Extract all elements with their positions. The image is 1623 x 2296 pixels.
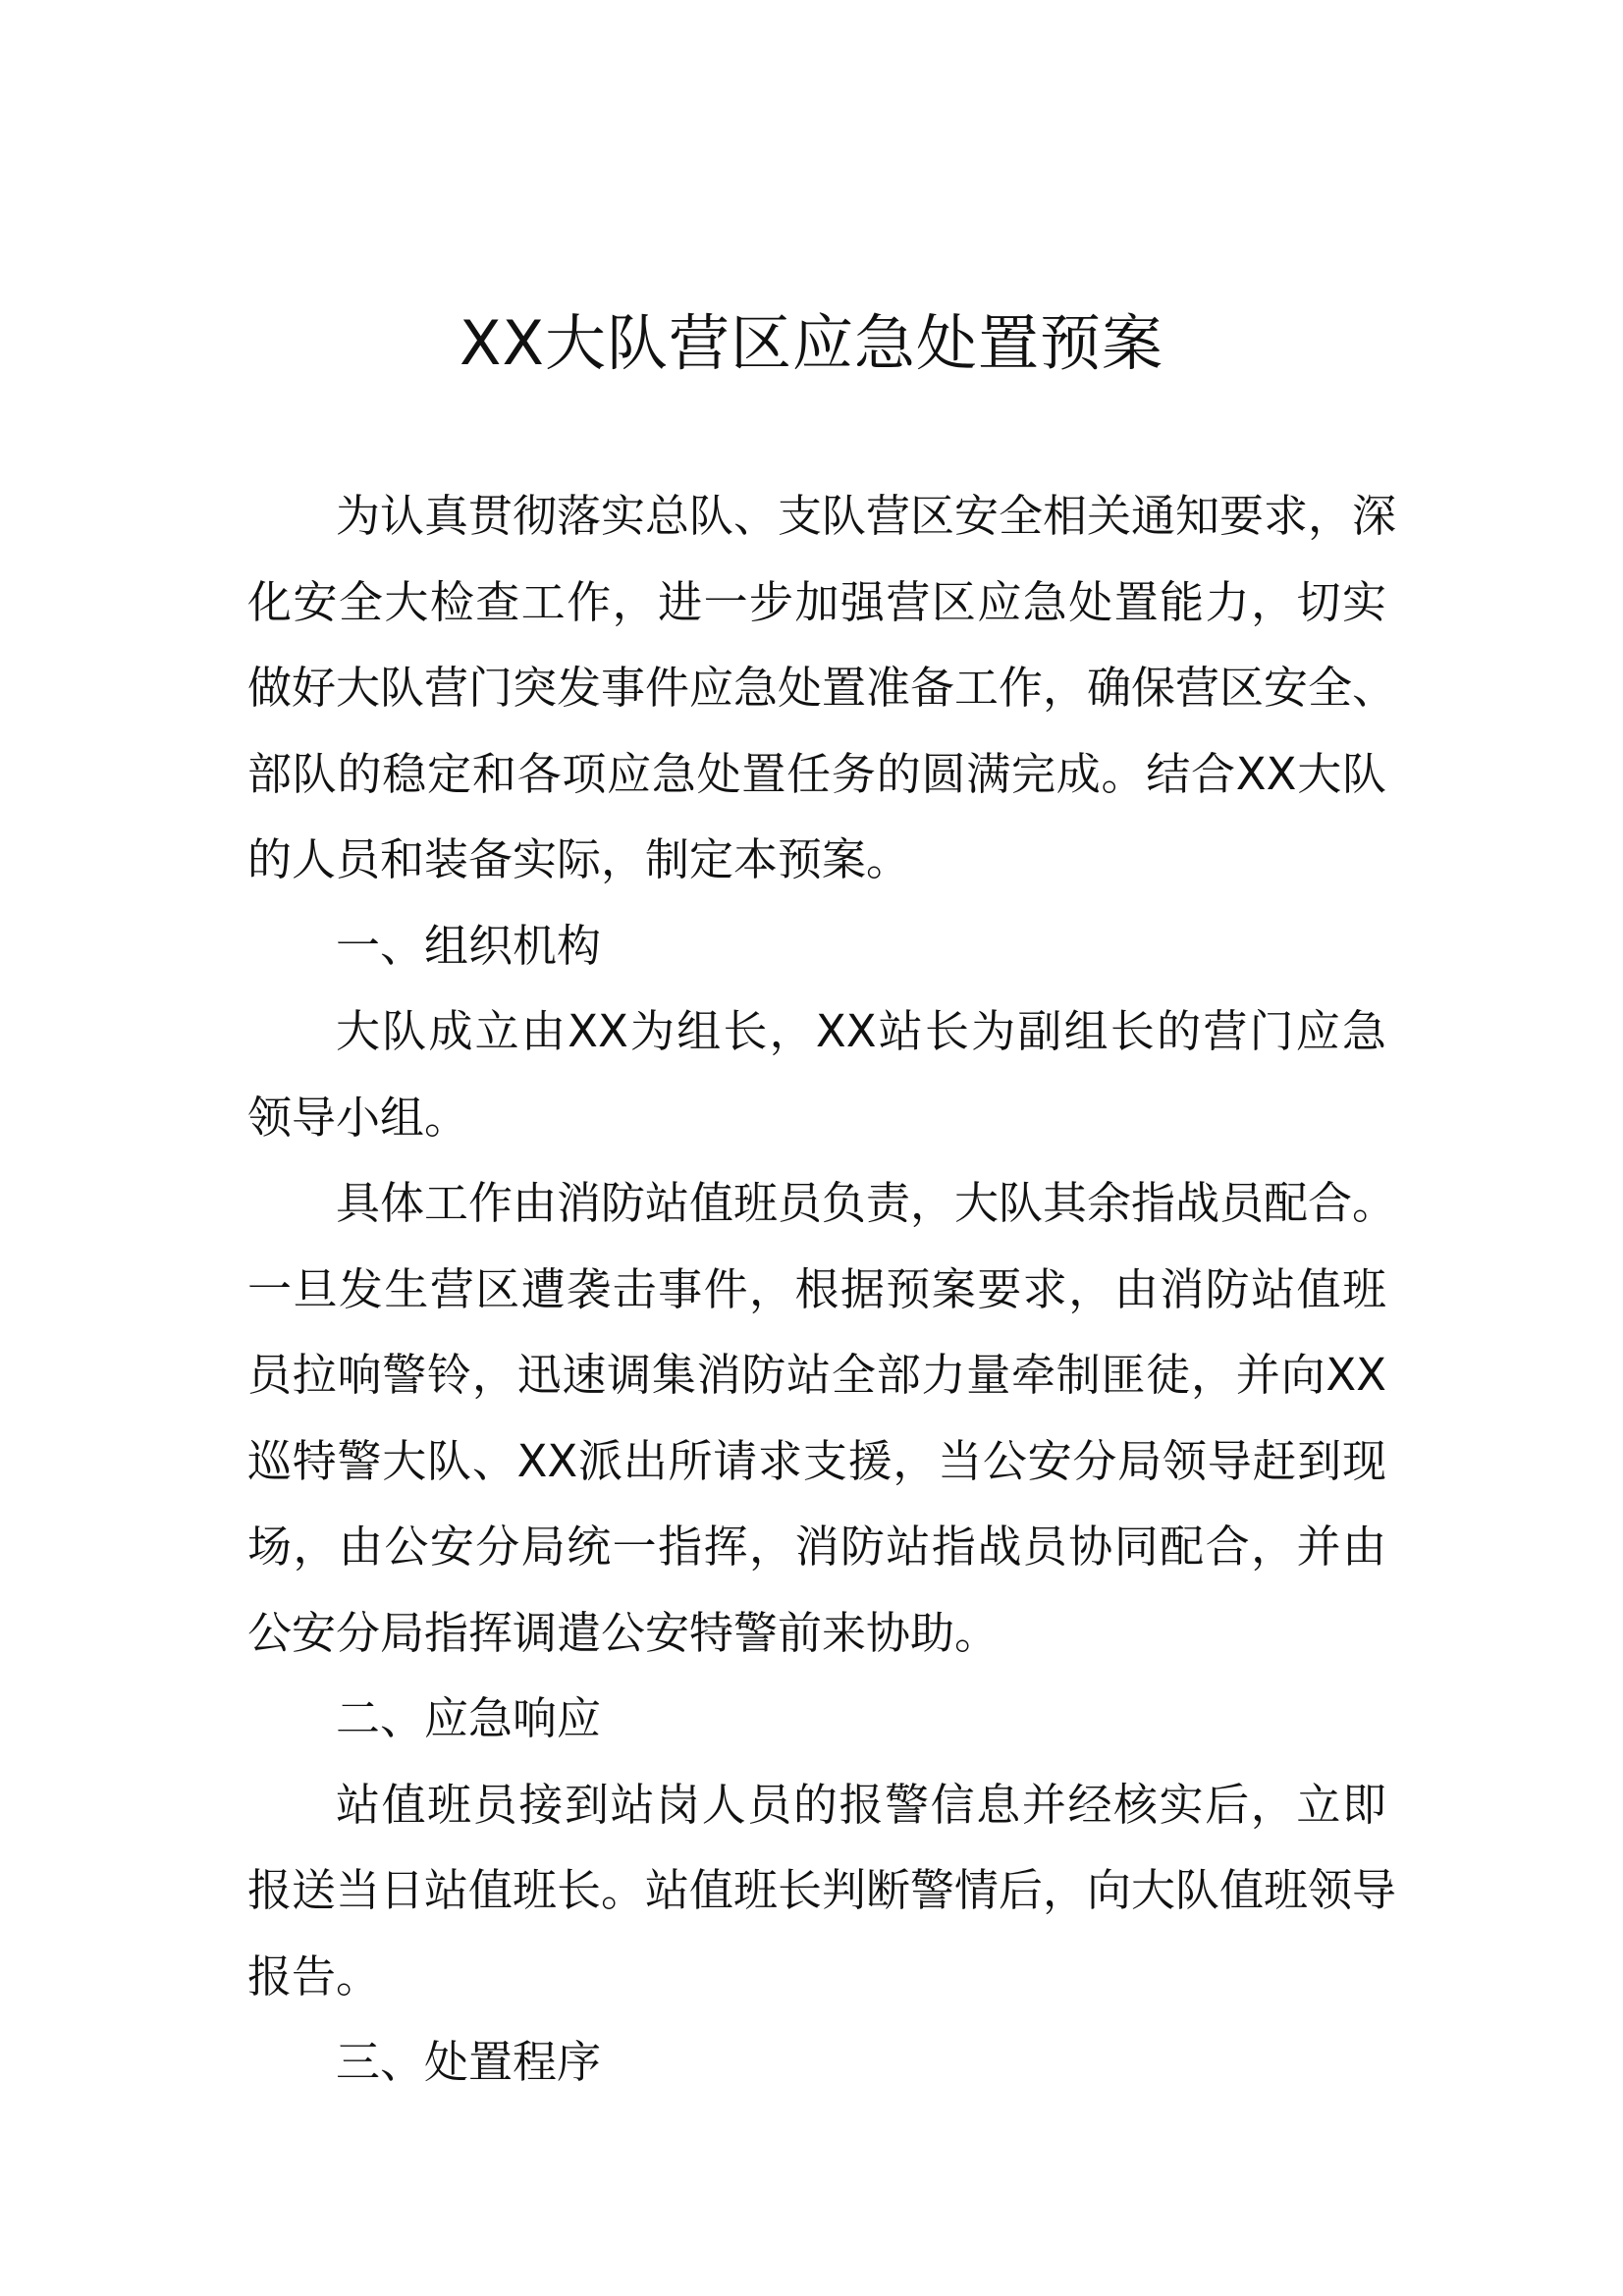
section-heading: 一、组织机构: [336, 919, 602, 972]
text-line: 一旦发生营区遭袭击事件，根据预案要求，由消防站值班: [247, 1262, 1386, 1315]
section-heading: 三、处置程序: [336, 2036, 602, 2088]
text-line: 公安分局指挥调遣公安特警前来协助。: [247, 1606, 1000, 1659]
document-body: [247, 473, 1397, 2106]
text-line: 具体工作由消防站值班员负责，大队其余指战员配合。: [336, 1177, 1397, 1229]
text-line: 员拉响警铃，迅速调集消防站全部力量牵制匪徒，并向XX: [247, 1349, 1386, 1401]
section-heading-procedure: [247, 2019, 1386, 2106]
text-line: 为认真贯彻落实总队、支队营区安全相关通知要求，深: [336, 490, 1397, 542]
text-line: 部队的稳定和各项应急处置任务的圆满完成。结合XX大队: [247, 747, 1386, 800]
text-line: 站值班员接到站岗人员的报警信息并经核实后，立即: [336, 1778, 1386, 1831]
paragraph-report: [247, 1762, 1397, 2020]
paragraph-leadership: [247, 988, 1386, 1160]
text-line: 大队成立由XX为组长，XX站长为副组长的营门应急: [336, 1005, 1386, 1057]
paragraph-responsibility: [247, 1160, 1397, 1676]
text-line: 报告。: [247, 1949, 381, 2002]
text-line: 领导小组。: [247, 1091, 469, 1144]
text-line: 化安全大检查工作，进一步加强营区应急处置能力，切实: [247, 575, 1386, 628]
paragraph-intro: [247, 473, 1397, 903]
section-heading: 二、应急响应: [336, 1692, 602, 1744]
text-line: 巡特警大队、XX派出所请求支援，当公安分局领导赶到现: [247, 1434, 1386, 1487]
text-line: 场，由公安分局统一指挥，消防站指战员协同配合，并由: [247, 1521, 1386, 1573]
section-heading-organization: [247, 903, 1386, 989]
section-heading-response: [247, 1676, 1386, 1762]
text-line: 的人员和装备实际，制定本预案。: [247, 833, 911, 885]
text-line: 做好大队营门突发事件应急处置准备工作，确保营区安全、: [247, 662, 1397, 714]
text-line: 报送当日站值班长。站值班长判断警情后，向大队值班领导: [247, 1864, 1397, 1916]
document-title: XX大队营区应急处置预案: [460, 307, 1163, 379]
